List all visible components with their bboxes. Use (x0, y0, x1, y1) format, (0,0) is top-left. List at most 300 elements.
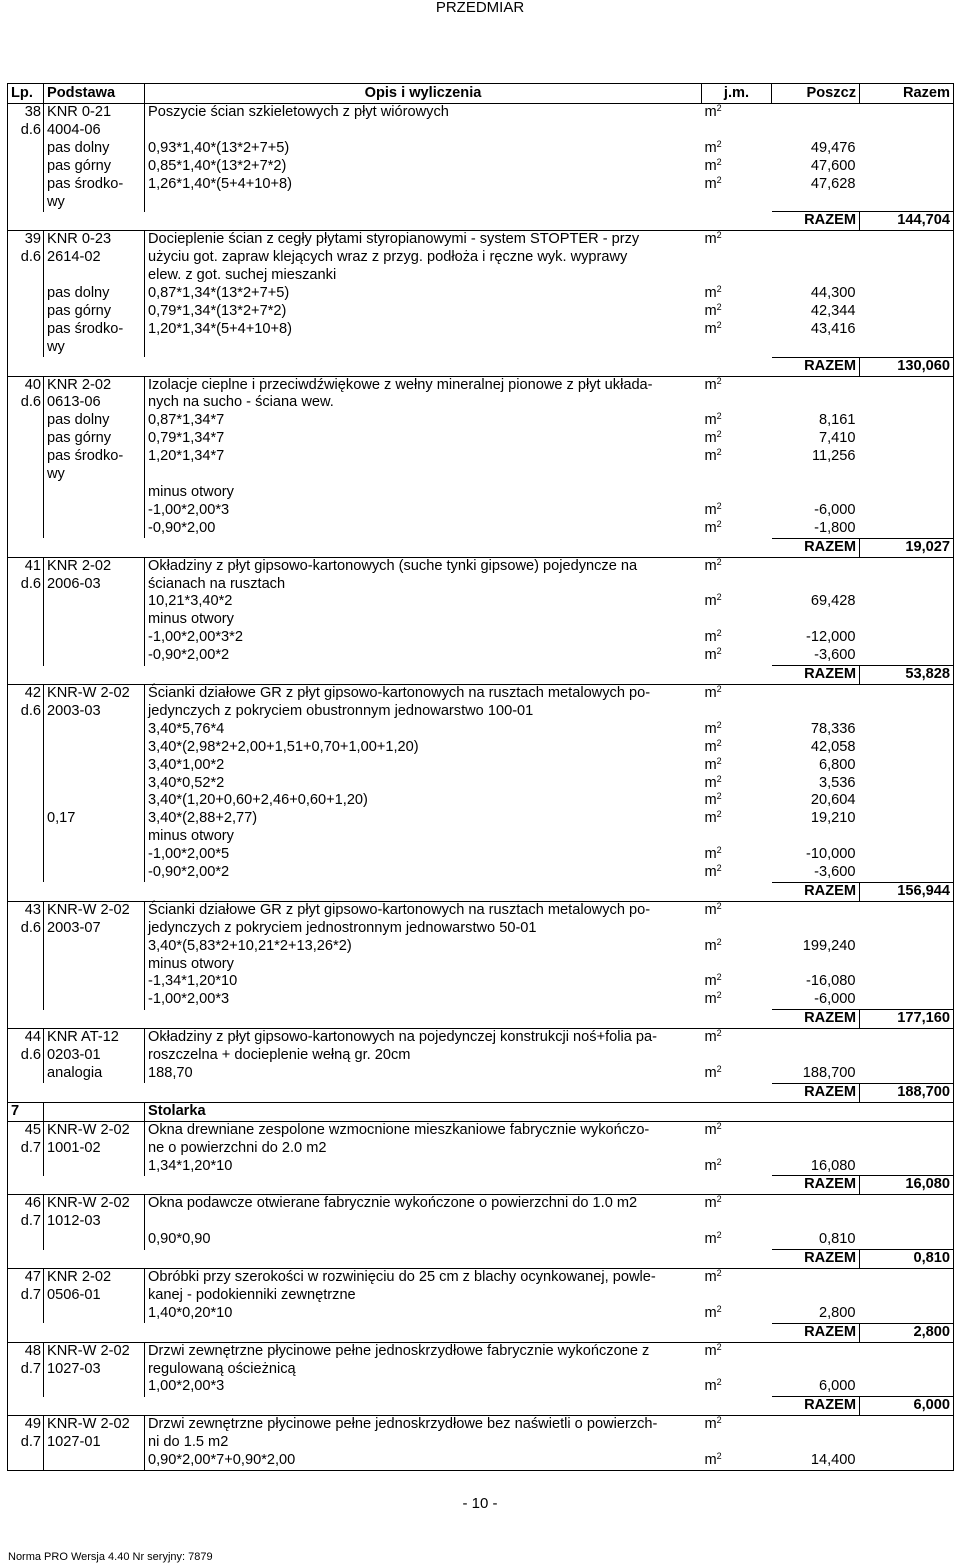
item-poszcz: 69,428 (810, 593, 856, 610)
item-poszcz: -16,080 (806, 973, 856, 990)
item-poszcz (772, 1195, 860, 1213)
item-description: 0,90*0,90 (145, 1231, 702, 1249)
item-unit (702, 739, 772, 757)
unit-superscript: 2 (716, 936, 722, 947)
item-description: -1,34*1,20*10 (145, 973, 702, 991)
item-razem (860, 321, 954, 339)
section-row (8, 1102, 954, 1121)
item-razem (860, 973, 954, 991)
item-calc-row (8, 792, 954, 810)
item-podstawa: 4004-06 (44, 122, 145, 140)
item-unit (702, 1361, 772, 1379)
item-description: 3,40*5,76*4 (145, 721, 702, 739)
item-podstawa (44, 1158, 145, 1176)
item-lp: 43 (8, 901, 44, 919)
item-poszcz (772, 122, 860, 140)
item-poszcz (772, 231, 860, 249)
item-description: elew. z got. suchej mieszanki (145, 267, 702, 285)
item-lp (8, 629, 44, 647)
item-description (145, 194, 702, 212)
item-podstawa (44, 1378, 145, 1396)
item-poszcz (772, 484, 860, 502)
unit-text: m (704, 756, 717, 773)
unit-text: m (704, 774, 717, 791)
item-lp (8, 938, 44, 956)
item-calc-row (8, 828, 954, 846)
item-description: 1,20*1,34*7 (145, 448, 702, 466)
item-lp: d.7 (20, 1286, 41, 1303)
item-poszcz: 8,161 (818, 412, 856, 429)
item-lp: d.6 (20, 121, 41, 138)
item-calc-row (8, 158, 954, 176)
item-calc-row (8, 973, 954, 991)
item-poszcz: -1,800 (814, 519, 856, 536)
unit-text: m (704, 846, 717, 863)
razem-row (8, 1176, 954, 1195)
razem-label: RAZEM (772, 1323, 860, 1342)
item-description: Okładziny z płyt gipsowo-kartonowych (suche tynki gipsowe) pojedyncze na (145, 557, 702, 575)
item-unit (702, 901, 772, 919)
item-podstawa: pas górny (44, 430, 145, 448)
item-unit (702, 684, 772, 702)
unit-superscript: 2 (716, 375, 722, 386)
item-description-row (8, 1029, 954, 1047)
unit-superscript: 2 (716, 1156, 722, 1167)
item-poszcz: -6,000 (814, 501, 856, 518)
item-podstawa: pas dolny (44, 140, 145, 158)
item-lp (8, 339, 44, 357)
item-lp (8, 739, 44, 757)
item-razem (860, 956, 954, 974)
item-podstawa: 0,17 (44, 810, 145, 828)
item-unit (702, 920, 772, 938)
unit-superscript: 2 (716, 1415, 722, 1426)
item-description: 3,40*(2,88+2,77) (145, 810, 702, 828)
col-header-razem: Razem (860, 84, 954, 104)
unit-superscript: 2 (716, 1230, 722, 1241)
razem-row (8, 1250, 954, 1269)
item-description-row (8, 1140, 954, 1158)
item-podstawa (44, 1452, 145, 1470)
unit-text: m (704, 448, 717, 465)
item-unit (702, 593, 772, 611)
col-header-podstawa: Podstawa (44, 84, 145, 104)
item-razem (860, 176, 954, 194)
item-poszcz (772, 194, 860, 212)
item-calc-row (8, 593, 954, 611)
unit-superscript: 2 (716, 1303, 722, 1314)
item-poszcz: 6,800 (818, 756, 856, 773)
item-description-row (8, 376, 954, 394)
item-description: minus otwory (145, 611, 702, 629)
item-unit (702, 1305, 772, 1323)
item-description-row (8, 901, 954, 919)
item-description: jedynczych z pokryciem obustronnym jednowarstwo 100-01 (145, 703, 702, 721)
item-razem (860, 703, 954, 721)
unit-superscript: 2 (716, 737, 722, 748)
item-poszcz: 42,344 (810, 302, 856, 319)
item-unit (702, 231, 772, 249)
item-calc-row (8, 775, 954, 793)
unit-superscript: 2 (716, 284, 722, 295)
unit-text: m (704, 175, 717, 192)
item-lp (8, 412, 44, 430)
item-podstawa (44, 611, 145, 629)
item-poszcz (772, 1434, 860, 1452)
item-description: Docieplenie ścian z cegły płytami styropianowymi - system STOPTER - przy (145, 231, 702, 249)
unit-superscript: 2 (716, 1064, 722, 1074)
unit-text: m (704, 1029, 717, 1046)
item-description: 1,34*1,20*10 (145, 1158, 702, 1176)
item-lp (8, 158, 44, 176)
item-lp (8, 285, 44, 303)
item-calc-row (8, 484, 954, 502)
item-unit (702, 703, 772, 721)
item-unit (702, 267, 772, 285)
item-razem (860, 1378, 954, 1396)
item-description: 0,87*1,34*(13*2+7+5) (145, 285, 702, 303)
item-description: 3,40*(1,20+0,60+2,46+0,60+1,20) (145, 792, 702, 810)
item-calc-row (8, 1231, 954, 1249)
item-poszcz: 19,210 (810, 810, 856, 827)
item-podstawa: KNR-W 2-02 (44, 901, 145, 919)
item-razem (860, 576, 954, 594)
item-description: -1,00*2,00*3 (145, 502, 702, 520)
item-razem (860, 231, 954, 249)
item-lp (8, 973, 44, 991)
item-podstawa: KNR AT-12 (44, 1029, 145, 1047)
item-description-row (8, 1416, 954, 1434)
table-header-row (8, 84, 954, 104)
unit-superscript: 2 (716, 972, 722, 983)
unit-text: m (704, 430, 717, 447)
item-description: -1,00*2,00*5 (145, 846, 702, 864)
item-lp: d.6 (20, 1047, 41, 1064)
unit-superscript: 2 (716, 1267, 722, 1278)
item-lp: d.7 (20, 1434, 41, 1451)
section-number: 7 (8, 1102, 44, 1121)
item-podstawa: KNR-W 2-02 (44, 1195, 145, 1213)
item-razem (860, 194, 954, 212)
item-calc-row (8, 339, 954, 357)
item-podstawa: wy (44, 339, 145, 357)
section-spacer (44, 1102, 145, 1121)
item-unit (702, 140, 772, 158)
item-podstawa: wy (44, 466, 145, 484)
razem-spacer (8, 357, 772, 376)
item-calc-row (8, 194, 954, 212)
razem-value: 2,800 (860, 1323, 954, 1342)
item-lp (8, 1231, 44, 1249)
item-poszcz: 44,300 (810, 285, 856, 302)
item-unit (702, 1287, 772, 1305)
item-poszcz (772, 1268, 860, 1286)
item-description-row (8, 104, 954, 122)
item-poszcz: 188,700 (802, 1065, 856, 1081)
item-poszcz: 49,476 (810, 139, 856, 156)
item-description (145, 1213, 702, 1231)
item-poszcz: 43,416 (810, 320, 856, 337)
item-description-row (8, 1434, 954, 1452)
item-unit (702, 757, 772, 775)
razem-label: RAZEM (772, 882, 860, 901)
item-poszcz (772, 901, 860, 919)
razem-value: 53,828 (860, 666, 954, 685)
item-lp (8, 1378, 44, 1396)
item-poszcz: -12,000 (806, 629, 856, 646)
item-podstawa: 1027-01 (44, 1434, 145, 1452)
item-razem (860, 647, 954, 665)
item-calc-row (8, 757, 954, 775)
unit-superscript: 2 (716, 556, 722, 567)
item-description-row (8, 231, 954, 249)
item-description: 0,93*1,40*(13*2+7+5) (145, 140, 702, 158)
unit-text: m (704, 1121, 717, 1138)
item-description: Poszycie ścian szkieletowych z płyt wiórowych (145, 104, 702, 122)
item-calc-row (8, 176, 954, 194)
unit-superscript: 2 (716, 138, 722, 149)
unit-text: m (704, 720, 717, 737)
document-title: PRZEDMIAR (435, 0, 525, 16)
item-razem (860, 1452, 954, 1470)
item-razem (860, 249, 954, 267)
unit-text: m (704, 593, 717, 610)
unit-superscript: 2 (716, 773, 722, 784)
item-lp (8, 321, 44, 339)
item-razem (860, 1047, 954, 1065)
item-poszcz (772, 828, 860, 846)
item-unit (702, 1231, 772, 1249)
item-poszcz (772, 920, 860, 938)
item-razem (860, 792, 954, 810)
item-unit (702, 1213, 772, 1231)
item-lp: d.7 (20, 1139, 41, 1156)
item-unit (702, 1065, 772, 1083)
item-unit (702, 176, 772, 194)
item-podstawa: KNR-W 2-02 (44, 1416, 145, 1434)
razem-value: 130,060 (860, 357, 954, 376)
item-unit (702, 864, 772, 882)
item-podstawa (44, 938, 145, 956)
razem-spacer (8, 1083, 772, 1102)
item-unit (702, 1342, 772, 1360)
unit-superscript: 2 (716, 628, 722, 639)
item-unit (702, 194, 772, 212)
item-razem (860, 484, 954, 502)
unit-superscript: 2 (716, 900, 722, 911)
item-podstawa: KNR-W 2-02 (44, 1121, 145, 1139)
unit-superscript: 2 (716, 429, 722, 440)
razem-value: 19,027 (860, 538, 954, 557)
item-unit (702, 502, 772, 520)
item-razem (860, 901, 954, 919)
item-lp (8, 828, 44, 846)
unit-superscript: 2 (716, 809, 722, 820)
item-poszcz (772, 557, 860, 575)
item-razem (860, 938, 954, 956)
item-unit (702, 1268, 772, 1286)
item-poszcz (772, 1029, 860, 1047)
item-description: 3,40*0,52*2 (145, 775, 702, 793)
item-lp (8, 1305, 44, 1323)
col-header-jm: j.m. (702, 84, 772, 104)
item-lp (8, 721, 44, 739)
item-podstawa: 1012-03 (44, 1213, 145, 1231)
item-poszcz: 7,410 (818, 430, 856, 447)
item-unit (702, 1140, 772, 1158)
item-description: nych na sucho - ściana wew. (145, 394, 702, 412)
item-podstawa: analogia (44, 1065, 145, 1083)
item-description: minus otwory (145, 828, 702, 846)
item-podstawa: 0506-01 (44, 1287, 145, 1305)
item-poszcz: 42,058 (810, 738, 856, 755)
unit-superscript: 2 (716, 1451, 722, 1462)
item-lp: 45 (8, 1121, 44, 1139)
item-calc-row (8, 938, 954, 956)
item-description: Ścianki działowe GR z płyt gipsowo-kartonowych na rusztach metalowych po- (145, 684, 702, 702)
item-calc-row (8, 864, 954, 882)
item-description-row (8, 576, 954, 594)
razem-row (8, 1010, 954, 1029)
item-poszcz (772, 684, 860, 702)
item-poszcz (772, 1140, 860, 1158)
item-lp: d.6 (20, 919, 41, 936)
item-description: kanej - podokienniki zewnętrzne (145, 1287, 702, 1305)
item-description-row (8, 684, 954, 702)
razem-value: 0,810 (860, 1250, 954, 1269)
estimate-body (8, 104, 954, 1471)
item-podstawa: wy (44, 194, 145, 212)
item-unit (702, 810, 772, 828)
item-calc-row (8, 303, 954, 321)
item-razem (860, 448, 954, 466)
item-description: 3,40*(2,98*2+2,00+1,51+0,70+1,00+1,20) (145, 739, 702, 757)
item-poszcz: 6,000 (818, 1378, 856, 1395)
item-unit (702, 956, 772, 974)
item-podstawa: KNR-W 2-02 (44, 1342, 145, 1360)
item-description-row (8, 703, 954, 721)
item-podstawa: KNR 2-02 (44, 557, 145, 575)
item-lp (8, 991, 44, 1009)
item-description: 0,79*1,34*(13*2+7*2) (145, 303, 702, 321)
razem-spacer (8, 1323, 772, 1342)
item-poszcz (772, 956, 860, 974)
item-lp (8, 775, 44, 793)
item-unit (702, 303, 772, 321)
item-poszcz: -10,000 (806, 846, 856, 863)
unit-text: m (704, 1416, 717, 1433)
item-razem (860, 1342, 954, 1360)
item-podstawa (44, 775, 145, 793)
item-podstawa: 0203-01 (44, 1047, 145, 1065)
unit-text: m (704, 501, 717, 518)
col-header-lp: Lp. (8, 84, 44, 104)
item-razem (860, 1434, 954, 1452)
unit-superscript: 2 (716, 646, 722, 657)
item-calc-row (8, 611, 954, 629)
item-podstawa: pas środko- (44, 321, 145, 339)
item-unit (702, 1452, 772, 1470)
unit-text: m (704, 684, 717, 701)
razem-spacer (8, 1176, 772, 1195)
item-description-row (8, 394, 954, 412)
unit-text: m (704, 376, 717, 393)
item-description: Obróbki przy szerokości w rozwinięciu do 25 cm z blachy ocynkowanej, powle- (145, 1268, 702, 1286)
item-calc-row (8, 1065, 954, 1083)
razem-label: RAZEM (772, 1176, 860, 1195)
item-podstawa (44, 757, 145, 775)
item-poszcz (772, 104, 860, 122)
item-lp (8, 303, 44, 321)
item-poszcz (772, 1361, 860, 1379)
item-podstawa: KNR 0-23 (44, 231, 145, 249)
item-razem (860, 1213, 954, 1231)
item-lp (8, 792, 44, 810)
item-calc-row (8, 721, 954, 739)
item-lp (8, 502, 44, 520)
item-description: ne o powierzchni do 2.0 m2 (145, 1140, 702, 1158)
item-lp (8, 176, 44, 194)
item-podstawa: 2003-03 (44, 703, 145, 721)
razem-spacer (8, 538, 772, 557)
unit-text: m (704, 1195, 717, 1212)
item-unit (702, 1195, 772, 1213)
item-lp: 46 (8, 1195, 44, 1213)
item-lp (8, 140, 44, 158)
razem-spacer (8, 882, 772, 901)
item-poszcz: 0,810 (818, 1231, 856, 1248)
item-razem (860, 267, 954, 285)
item-podstawa (44, 1231, 145, 1249)
unit-text: m (704, 285, 717, 302)
unit-superscript: 2 (716, 1341, 722, 1352)
item-razem (860, 1231, 954, 1249)
item-podstawa (44, 1305, 145, 1323)
item-description: 1,26*1,40*(5+4+10+8) (145, 176, 702, 194)
estimate-table (7, 83, 954, 1471)
item-podstawa: 2006-03 (44, 576, 145, 594)
unit-text: m (704, 973, 717, 990)
item-razem (860, 1065, 954, 1083)
item-unit (702, 430, 772, 448)
unit-text: m (704, 104, 717, 120)
item-calc-row (8, 466, 954, 484)
item-description: jedynczych z pokryciem jednostronnym jednowarstwo 50-01 (145, 920, 702, 938)
item-razem (860, 629, 954, 647)
item-podstawa: pas dolny (44, 285, 145, 303)
item-description: -1,00*2,00*3 (145, 991, 702, 1009)
unit-superscript: 2 (716, 683, 722, 694)
razem-row (8, 1397, 954, 1416)
item-description-row (8, 1213, 954, 1231)
item-podstawa (44, 721, 145, 739)
item-razem (860, 1416, 954, 1434)
item-description: 0,87*1,34*7 (145, 412, 702, 430)
item-poszcz: 199,240 (802, 937, 856, 954)
item-lp (8, 430, 44, 448)
item-description: regulowaną ościeżnicą (145, 1361, 702, 1379)
item-poszcz (772, 394, 860, 412)
item-lp (8, 593, 44, 611)
item-podstawa (44, 593, 145, 611)
item-calc-row (8, 956, 954, 974)
item-lp (8, 448, 44, 466)
item-podstawa: KNR 2-02 (44, 376, 145, 394)
unit-text: m (704, 1342, 717, 1359)
item-podstawa: pas górny (44, 158, 145, 176)
item-description: -0,90*2,00 (145, 520, 702, 538)
razem-value: 156,944 (860, 882, 954, 901)
